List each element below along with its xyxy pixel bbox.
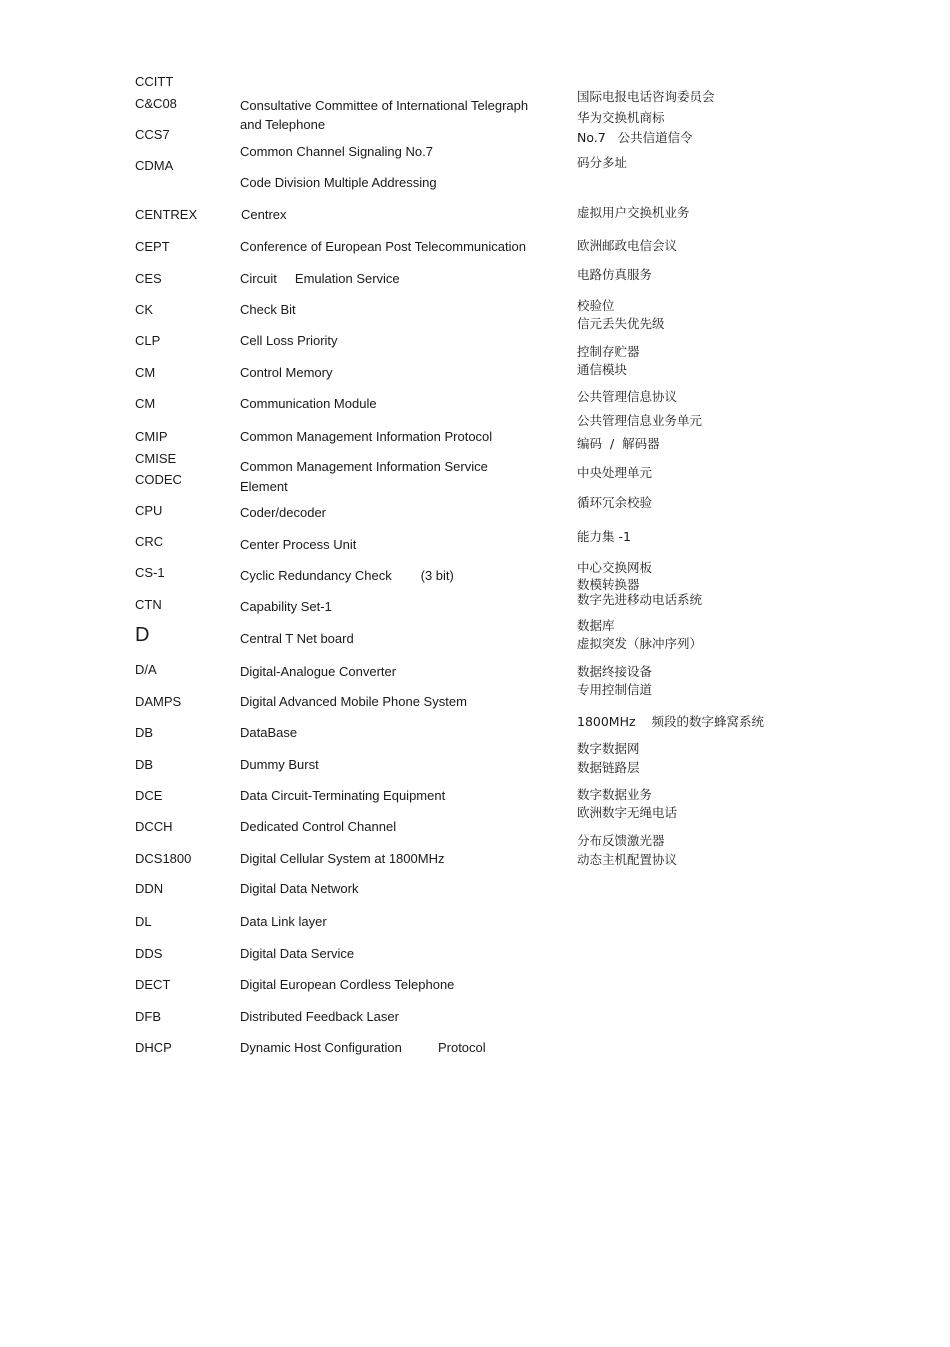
chinese-term: 分布反馈激光器 [577,833,665,848]
chinese-term: 中心交换网板 [577,560,653,575]
english-term: Check Bit [240,302,296,317]
english-term: Centrex [241,207,287,222]
abbr-dect: DECT [135,977,171,992]
english-term: Digital Data Network [240,881,359,896]
english-term: Conference of European Post Telecommunication [240,239,526,254]
english-term: Digital Cellular System at 1800MHz [240,851,445,866]
english-term: Central T Net board [240,631,354,646]
english-term: Code Division Multiple Addressing [240,175,437,190]
english-term: Cell Loss Priority [240,333,338,348]
chinese-term: 虚拟用户交换机业务 [577,205,690,220]
english-term: Dummy Burst [240,757,319,772]
chinese-term: 码分多址 [577,155,628,170]
chinese-term: 数据链路层 [577,760,640,775]
chinese-term: 循环冗余校验 [577,495,653,510]
abbr-cm-1: CM [135,365,156,380]
english-term: Cyclic Redundancy Check (3 bit) [240,568,454,583]
chinese-term: 公共管理信息协议 [577,389,678,404]
abbr-dl: DL [135,914,152,929]
abbr-da: D/A [135,662,157,677]
english-term: Element [240,479,288,494]
chinese-term: 国际电报电话咨询委员会 [577,89,715,104]
section-letter-d: D [135,624,150,646]
abbr-damps: DAMPS [135,694,182,709]
english-term: Circuit Emulation Service [240,271,400,286]
english-term: Digital-Analogue Converter [240,664,397,679]
chinese-term: 编码 / 解码器 [577,436,660,451]
abbr-ccitt: CCITT [135,74,174,89]
chinese-term: 中央处理单元 [577,465,653,480]
chinese-term: 华为交换机商标 [577,110,665,125]
chinese-term: 能力集 -1 [577,529,631,544]
english-term: Data Circuit-Terminating Equipment [240,788,446,803]
english-term: Dynamic Host Configuration Protocol [240,1040,486,1055]
chinese-term: 数据库 [577,618,615,633]
chinese-term: 数模转换器 [577,577,640,592]
chinese-term: 通信模块 [577,362,628,377]
abbr-cmip: CMIP [135,429,168,444]
abbr-db-1: DB [135,725,154,740]
english-term: Common Management Information Protocol [240,429,493,444]
chinese-term: 欧洲数字无绳电话 [577,805,678,820]
chinese-term: 数据终接设备 [577,664,653,679]
abbr-cc08: C&C08 [135,96,177,111]
abbr-cm-2: CM [135,396,156,411]
english-term: Digital Data Service [240,946,355,961]
abbr-ccs7: CCS7 [135,127,170,142]
abbr-cdma: CDMA [135,158,174,173]
english-term: Coder/decoder [240,505,326,520]
english-term: Center Process Unit [240,537,357,552]
chinese-term: 数字先进移动电话系统 [577,592,703,607]
abbr-cept: CEPT [135,239,170,254]
abbr-db-2: DB [135,757,154,772]
chinese-term: 欧洲邮政电信会议 [577,238,678,253]
chinese-term: 控制存贮器 [577,344,640,359]
abbr-clp: CLP [135,333,161,348]
english-term: Control Memory [240,365,333,380]
abbr-dfb: DFB [135,1009,161,1024]
chinese-term: 数字数据网 [577,741,640,756]
abbr-ces: CES [135,271,162,286]
english-term: Common Management Information Service [240,459,488,474]
abbr-cpu: CPU [135,503,163,518]
chinese-term: 虚拟突发（脉冲序列） [577,636,703,651]
chinese-term: 公共管理信息业务单元 [577,413,703,428]
chinese-term: 信元丢失优先级 [577,316,665,331]
english-term: Data Link layer [240,914,327,929]
chinese-term: 动态主机配置协议 [577,852,678,867]
abbr-ctn: CTN [135,597,162,612]
abbr-dds: DDS [135,946,163,961]
abbr-dcch: DCCH [135,819,173,834]
abbr-cmise: CMISE [135,451,177,466]
english-term: DataBase [240,725,298,740]
english-term: Capability Set-1 [240,599,332,614]
abbr-dcs1800: DCS1800 [135,851,192,866]
chinese-term: No.7 公共信道信令 [577,130,693,145]
english-term: Distributed Feedback Laser [240,1009,399,1024]
abbr-ddn: DDN [135,881,164,896]
english-term: Common Channel Signaling No.7 [240,144,433,159]
abbr-dhcp: DHCP [135,1040,172,1055]
abbr-crc: CRC [135,534,164,549]
chinese-term: 1800MHz 频段的数字蜂窝系统 [577,714,764,729]
abbr-dce: DCE [135,788,163,803]
english-term: Communication Module [240,396,377,411]
english-term: Digital Advanced Mobile Phone System [240,694,467,709]
chinese-term: 专用控制信道 [577,682,653,697]
english-term: Consultative Committee of International Telegraph [240,98,529,113]
english-term: Digital European Cordless Telephone [240,977,455,992]
english-term: and Telephone [240,117,326,132]
chinese-term: 校验位 [577,298,615,313]
abbr-ck: CK [135,302,154,317]
abbr-codec: CODEC [135,472,182,487]
english-term: Dedicated Control Channel [240,819,397,834]
abbr-cs-1: CS-1 [135,565,165,580]
abbr-centrex: CENTREX [135,207,198,222]
chinese-term: 电路仿真服务 [577,267,653,282]
chinese-term: 数字数据业务 [577,787,653,802]
